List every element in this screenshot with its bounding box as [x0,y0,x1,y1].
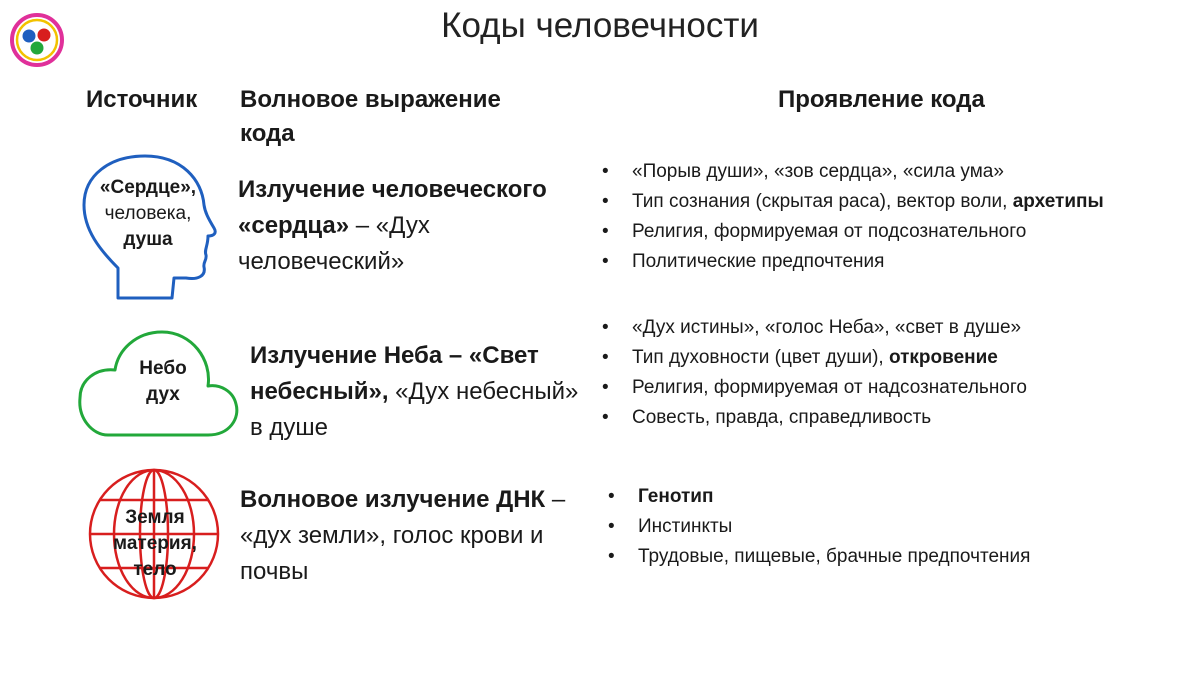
list-item: • Политические предпочтения [598,247,1104,277]
source-label-3: Земля материя, тело [113,507,197,580]
list-item: • Генотип [604,482,1030,512]
list-item: • Совесть, правда, справедливость [598,403,1027,433]
list-item: • Тип сознания (скрытая раса), вектор воли, архетипы [598,187,1104,217]
manifestation-list-2 [598,313,1027,433]
list-item: • Трудовые, пищевые, брачные предпочтения [604,542,1030,572]
header-wave: Волновое выражение кода [240,86,501,147]
list-item: • Тип духовности (цвет души), откровение [598,343,1027,373]
wave-text-3: Волновое излучение ДНК – «дух земли», голос крови и почвы [240,486,566,585]
manifestation-list-1 [598,157,1104,277]
source-label-1: «Сердце», человека, душа [99,177,197,250]
wave-text-2: Излучение Неба – «Свет небесный», «Дух небесный» в душе [250,342,579,441]
wave-text-1: Излучение человеческого «сердца» – «Дух человеческий» [238,176,547,275]
list-item: • «Дух истины», «голос Неба», «свет в душе» [598,313,1027,343]
list-item: • «Порыв души», «зов сердца», «сила ума» [598,157,1104,187]
list-item: • Религия, формируемая от подсознательного [598,217,1104,247]
list-item: • Инстинкты [604,512,1030,542]
source-label-2: Небо дух [139,358,187,405]
list-item: • Религия, формируемая от надсознательного [598,373,1027,403]
header-manifestation: Проявление кода [778,86,985,113]
header-source: Источник [86,86,198,113]
manifestation-list-3 [604,482,1030,572]
page-title: Коды человечности [441,6,759,45]
